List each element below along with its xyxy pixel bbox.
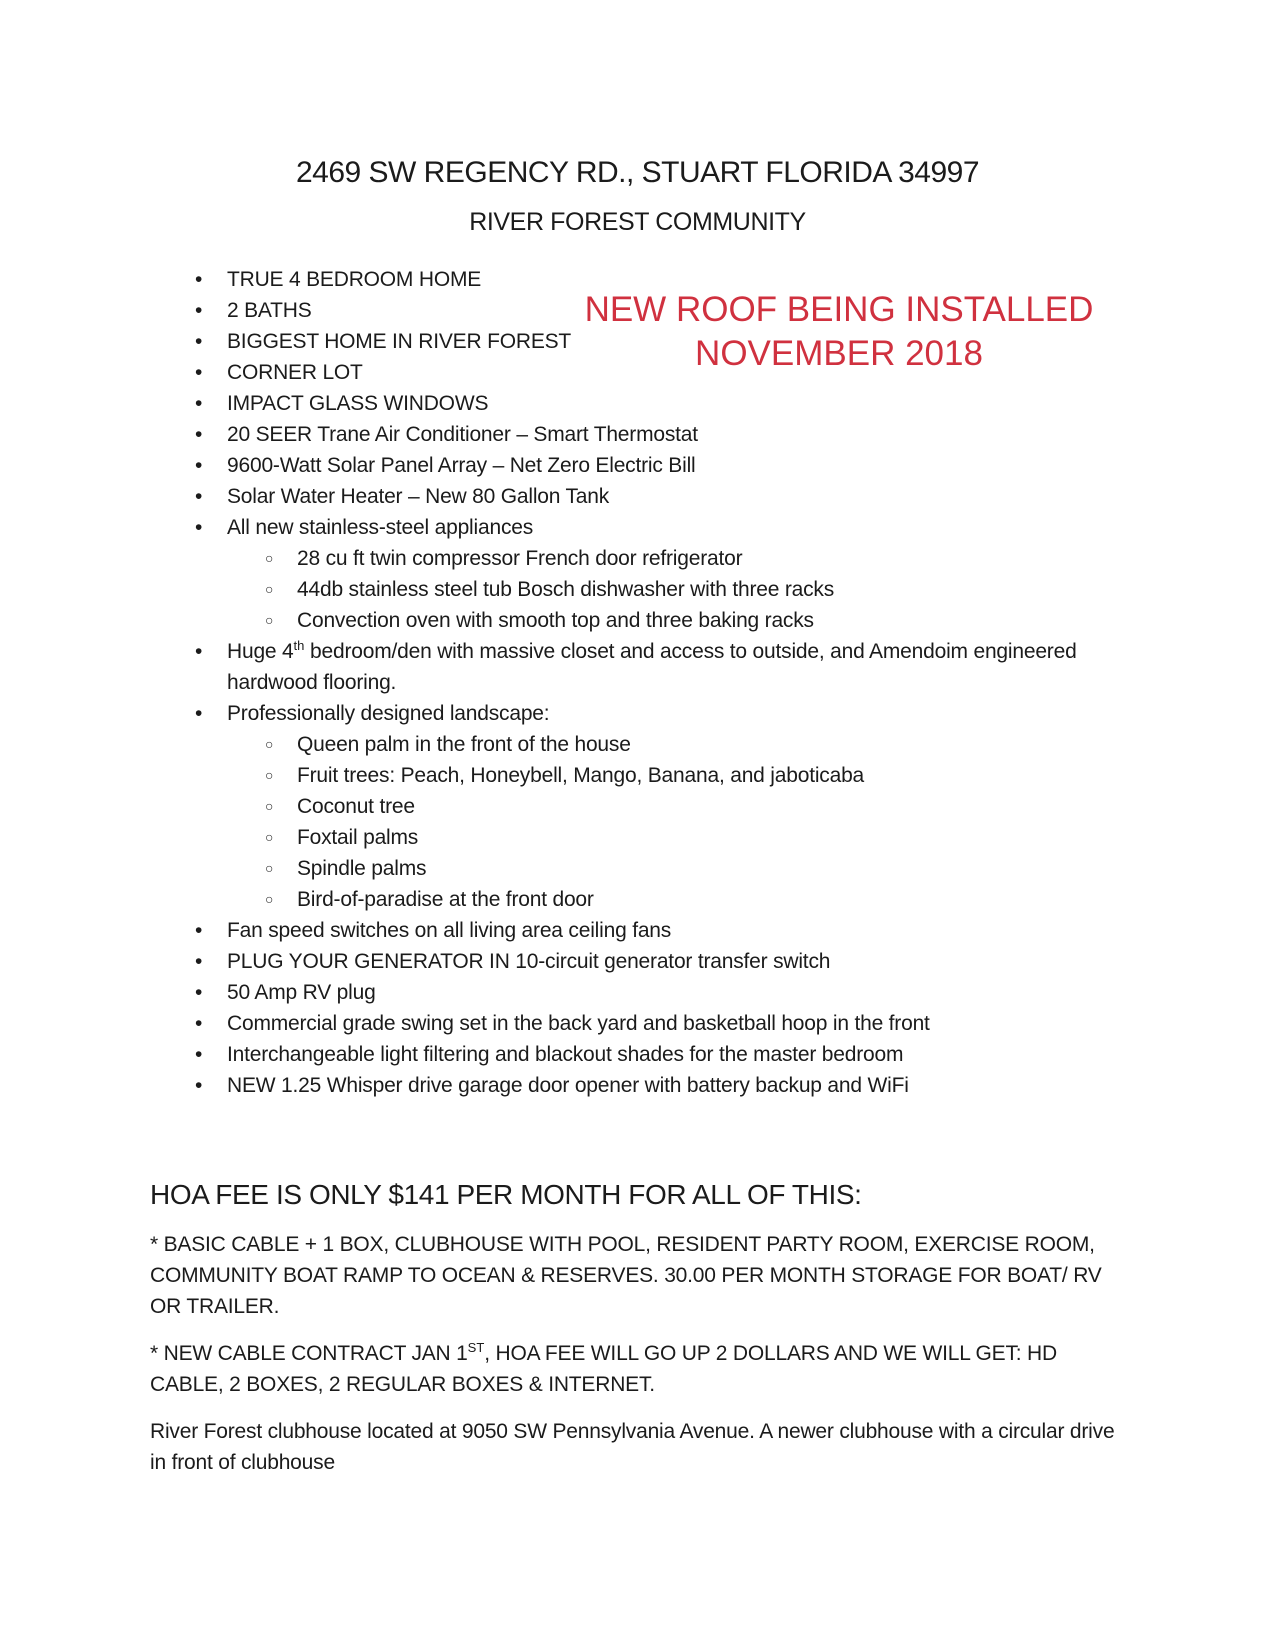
list-item: [150, 450, 1125, 481]
bullet-circle-icon: ○: [265, 891, 274, 907]
list-item: [150, 1008, 1125, 1039]
list-item-text: [227, 485, 609, 508]
text-segment: 9600-Watt Solar Panel Array – Net Zero Electric Bill: [227, 454, 696, 477]
list-item: [150, 1070, 1125, 1101]
text-segment: Professionally designed landscape:: [227, 702, 550, 725]
text-segment: Solar Water Heater – New 80 Gallon Tank: [227, 485, 610, 508]
list-item-text: [227, 640, 1077, 694]
bullet-circle-icon: ○: [265, 798, 274, 814]
bullet-circle-icon: ○: [265, 550, 274, 566]
list-item: [150, 1039, 1125, 1070]
bullet-circle-icon: ○: [265, 860, 274, 876]
text-segment: NEW 1.25 Whisper drive garage door opener with battery backup and WiFi: [227, 1074, 909, 1097]
text-segment: TRUE 4 BEDROOM HOME: [227, 268, 482, 291]
text-segment: BIGGEST HOME IN RIVER FOREST: [227, 330, 572, 353]
text-segment: Coconut tree: [297, 795, 415, 818]
paragraph: [150, 1416, 1125, 1478]
list-item: [150, 915, 1125, 946]
bullet-dot-icon: •: [195, 1043, 203, 1066]
bullet-dot-icon: •: [195, 702, 203, 725]
list-item-text: [297, 578, 834, 601]
list-item: [150, 698, 1125, 729]
list-item-text: [297, 547, 742, 570]
community-name-subtitle: RIVER FOREST COMMUNITY: [469, 208, 806, 236]
list-item: [150, 388, 1125, 419]
text-segment: bedroom/den with massive closet and access to outside, and Amendoim engineered hardwood flooring.: [227, 640, 1077, 694]
bullet-circle-icon: ○: [265, 581, 274, 597]
bullet-dot-icon: •: [195, 423, 203, 446]
list-item-text: [227, 423, 698, 446]
list-item: [150, 543, 1125, 574]
text-segment: * NEW CABLE CONTRACT JAN 1: [150, 1342, 468, 1365]
bullet-dot-icon: •: [195, 919, 203, 942]
text-segment: All new stainless-steel appliances: [227, 516, 534, 539]
list-item-text: [297, 888, 594, 911]
list-item-text: [297, 733, 631, 756]
text-segment: Bird-of-paradise at the front door: [297, 888, 594, 911]
text-segment: 44db stainless steel tub Bosch dishwasher with three racks: [297, 578, 835, 601]
list-item: [150, 946, 1125, 977]
text-segment: Commercial grade swing set in the back yard and basketball hoop in the front: [227, 1012, 930, 1035]
list-item-text: [227, 454, 696, 477]
list-item-text: [227, 1074, 909, 1097]
bullet-dot-icon: •: [195, 640, 203, 663]
list-item: [150, 574, 1125, 605]
list-item: [150, 605, 1125, 636]
bullet-dot-icon: •: [195, 1012, 203, 1035]
list-item: [150, 512, 1125, 543]
text-segment: Interchangeable light filtering and blackout shades for the master bedroom: [227, 1043, 904, 1066]
property-address-title: 2469 SW REGENCY RD., STUART FLORIDA 34997: [295, 156, 980, 189]
bullet-dot-icon: •: [195, 1074, 203, 1097]
superscript-text: ST: [467, 1340, 485, 1355]
bullet-dot-icon: •: [195, 361, 203, 384]
text-segment: Spindle palms: [297, 857, 427, 880]
list-item: [150, 884, 1125, 915]
list-item: [150, 636, 1125, 698]
roof-notice: [563, 288, 1115, 376]
list-item-text: [297, 826, 418, 849]
list-item: [150, 481, 1125, 512]
list-item-text: [297, 764, 864, 787]
roof-notice-line2: NOVEMBER 2018: [695, 334, 983, 373]
list-item-text: [227, 1012, 930, 1035]
text-segment: CORNER LOT: [227, 361, 363, 384]
list-item-text: [227, 702, 549, 725]
bullet-circle-icon: ○: [265, 736, 274, 752]
list-item-text: [227, 516, 533, 539]
bullet-dot-icon: •: [195, 950, 203, 973]
text-segment: Fruit trees: Peach, Honeybell, Mango, Banana, and jaboticaba: [297, 764, 865, 787]
list-item: [150, 760, 1125, 791]
bullet-circle-icon: ○: [265, 612, 274, 628]
list-item-text: [297, 857, 426, 880]
list-item-text: [227, 950, 830, 973]
list-item-text: [227, 981, 376, 1004]
bullet-circle-icon: ○: [265, 767, 274, 783]
text-segment: 2 BATHS: [227, 299, 312, 322]
text-segment: Huge 4: [227, 640, 294, 663]
text-segment: , HOA FEE WILL GO UP 2 DOLLARS AND WE WILL GET: HD CABLE, 2 BOXES, 2 REGULAR BOXES & INTERNET.: [150, 1342, 1057, 1396]
bullet-circle-icon: ○: [265, 829, 274, 845]
text-segment: 28 cu ft twin compressor French door refrigerator: [297, 547, 743, 570]
list-item-text: [227, 299, 312, 322]
list-item: [150, 977, 1125, 1008]
paragraph: [150, 1338, 1125, 1400]
list-item-text: [297, 795, 415, 818]
list-item-text: [227, 919, 671, 942]
hoa-fee-heading: HOA FEE IS ONLY $141 PER MONTH FOR ALL OF THIS:: [150, 1179, 862, 1210]
bullet-dot-icon: •: [195, 268, 203, 291]
list-item: [150, 791, 1125, 822]
roof-notice-line1: NEW ROOF BEING INSTALLED: [584, 290, 1094, 329]
text-segment: PLUG YOUR GENERATOR IN 10-circuit generator transfer switch: [227, 950, 831, 973]
bullet-dot-icon: •: [195, 330, 203, 353]
list-item: [150, 419, 1125, 450]
text-segment: 20 SEER Trane Air Conditioner – Smart Thermostat: [227, 423, 698, 446]
text-segment: Fan speed switches on all living area ceiling fans: [227, 919, 672, 942]
list-item-text: [297, 609, 814, 632]
text-segment: IMPACT GLASS WINDOWS: [227, 392, 489, 415]
text-segment: * BASIC CABLE + 1 BOX, CLUBHOUSE WITH POOL, RESIDENT PARTY ROOM, EXERCISE ROOM, COMMUNITY BOAT RAMP TO OCEAN & RESERVES. 30.00 PER MONTH STORAGE FOR BOAT/ RV OR TRAILER.: [150, 1233, 1102, 1318]
bullet-dot-icon: •: [195, 454, 203, 477]
list-item: [150, 822, 1125, 853]
list-item-text: [227, 361, 363, 384]
features-list: [150, 264, 1125, 1101]
bullet-dot-icon: •: [195, 392, 203, 415]
text-segment: Convection oven with smooth top and three baking racks: [297, 609, 814, 632]
text-segment: Foxtail palms: [297, 826, 419, 849]
bullet-dot-icon: •: [195, 485, 203, 508]
text-segment: River Forest clubhouse located at 9050 SW Pennsylvania Avenue. A newer clubhouse with a circular drive in front of clubhouse: [150, 1420, 1115, 1474]
list-item-text: [227, 330, 571, 353]
bullet-dot-icon: •: [195, 516, 203, 539]
list-item: [150, 853, 1125, 884]
bullet-dot-icon: •: [195, 981, 203, 1004]
bullet-dot-icon: •: [195, 299, 203, 322]
text-segment: Queen palm in the front of the house: [297, 733, 631, 756]
paragraph: [150, 1229, 1125, 1322]
list-item-text: [227, 1043, 903, 1066]
superscript-text: th: [293, 638, 305, 653]
text-segment: 50 Amp RV plug: [227, 981, 376, 1004]
hoa-details: [150, 1229, 1125, 1478]
document-content: [150, 0, 1125, 1478]
list-item: [150, 729, 1125, 760]
list-item-text: [227, 392, 488, 415]
list-item-text: [227, 268, 481, 291]
